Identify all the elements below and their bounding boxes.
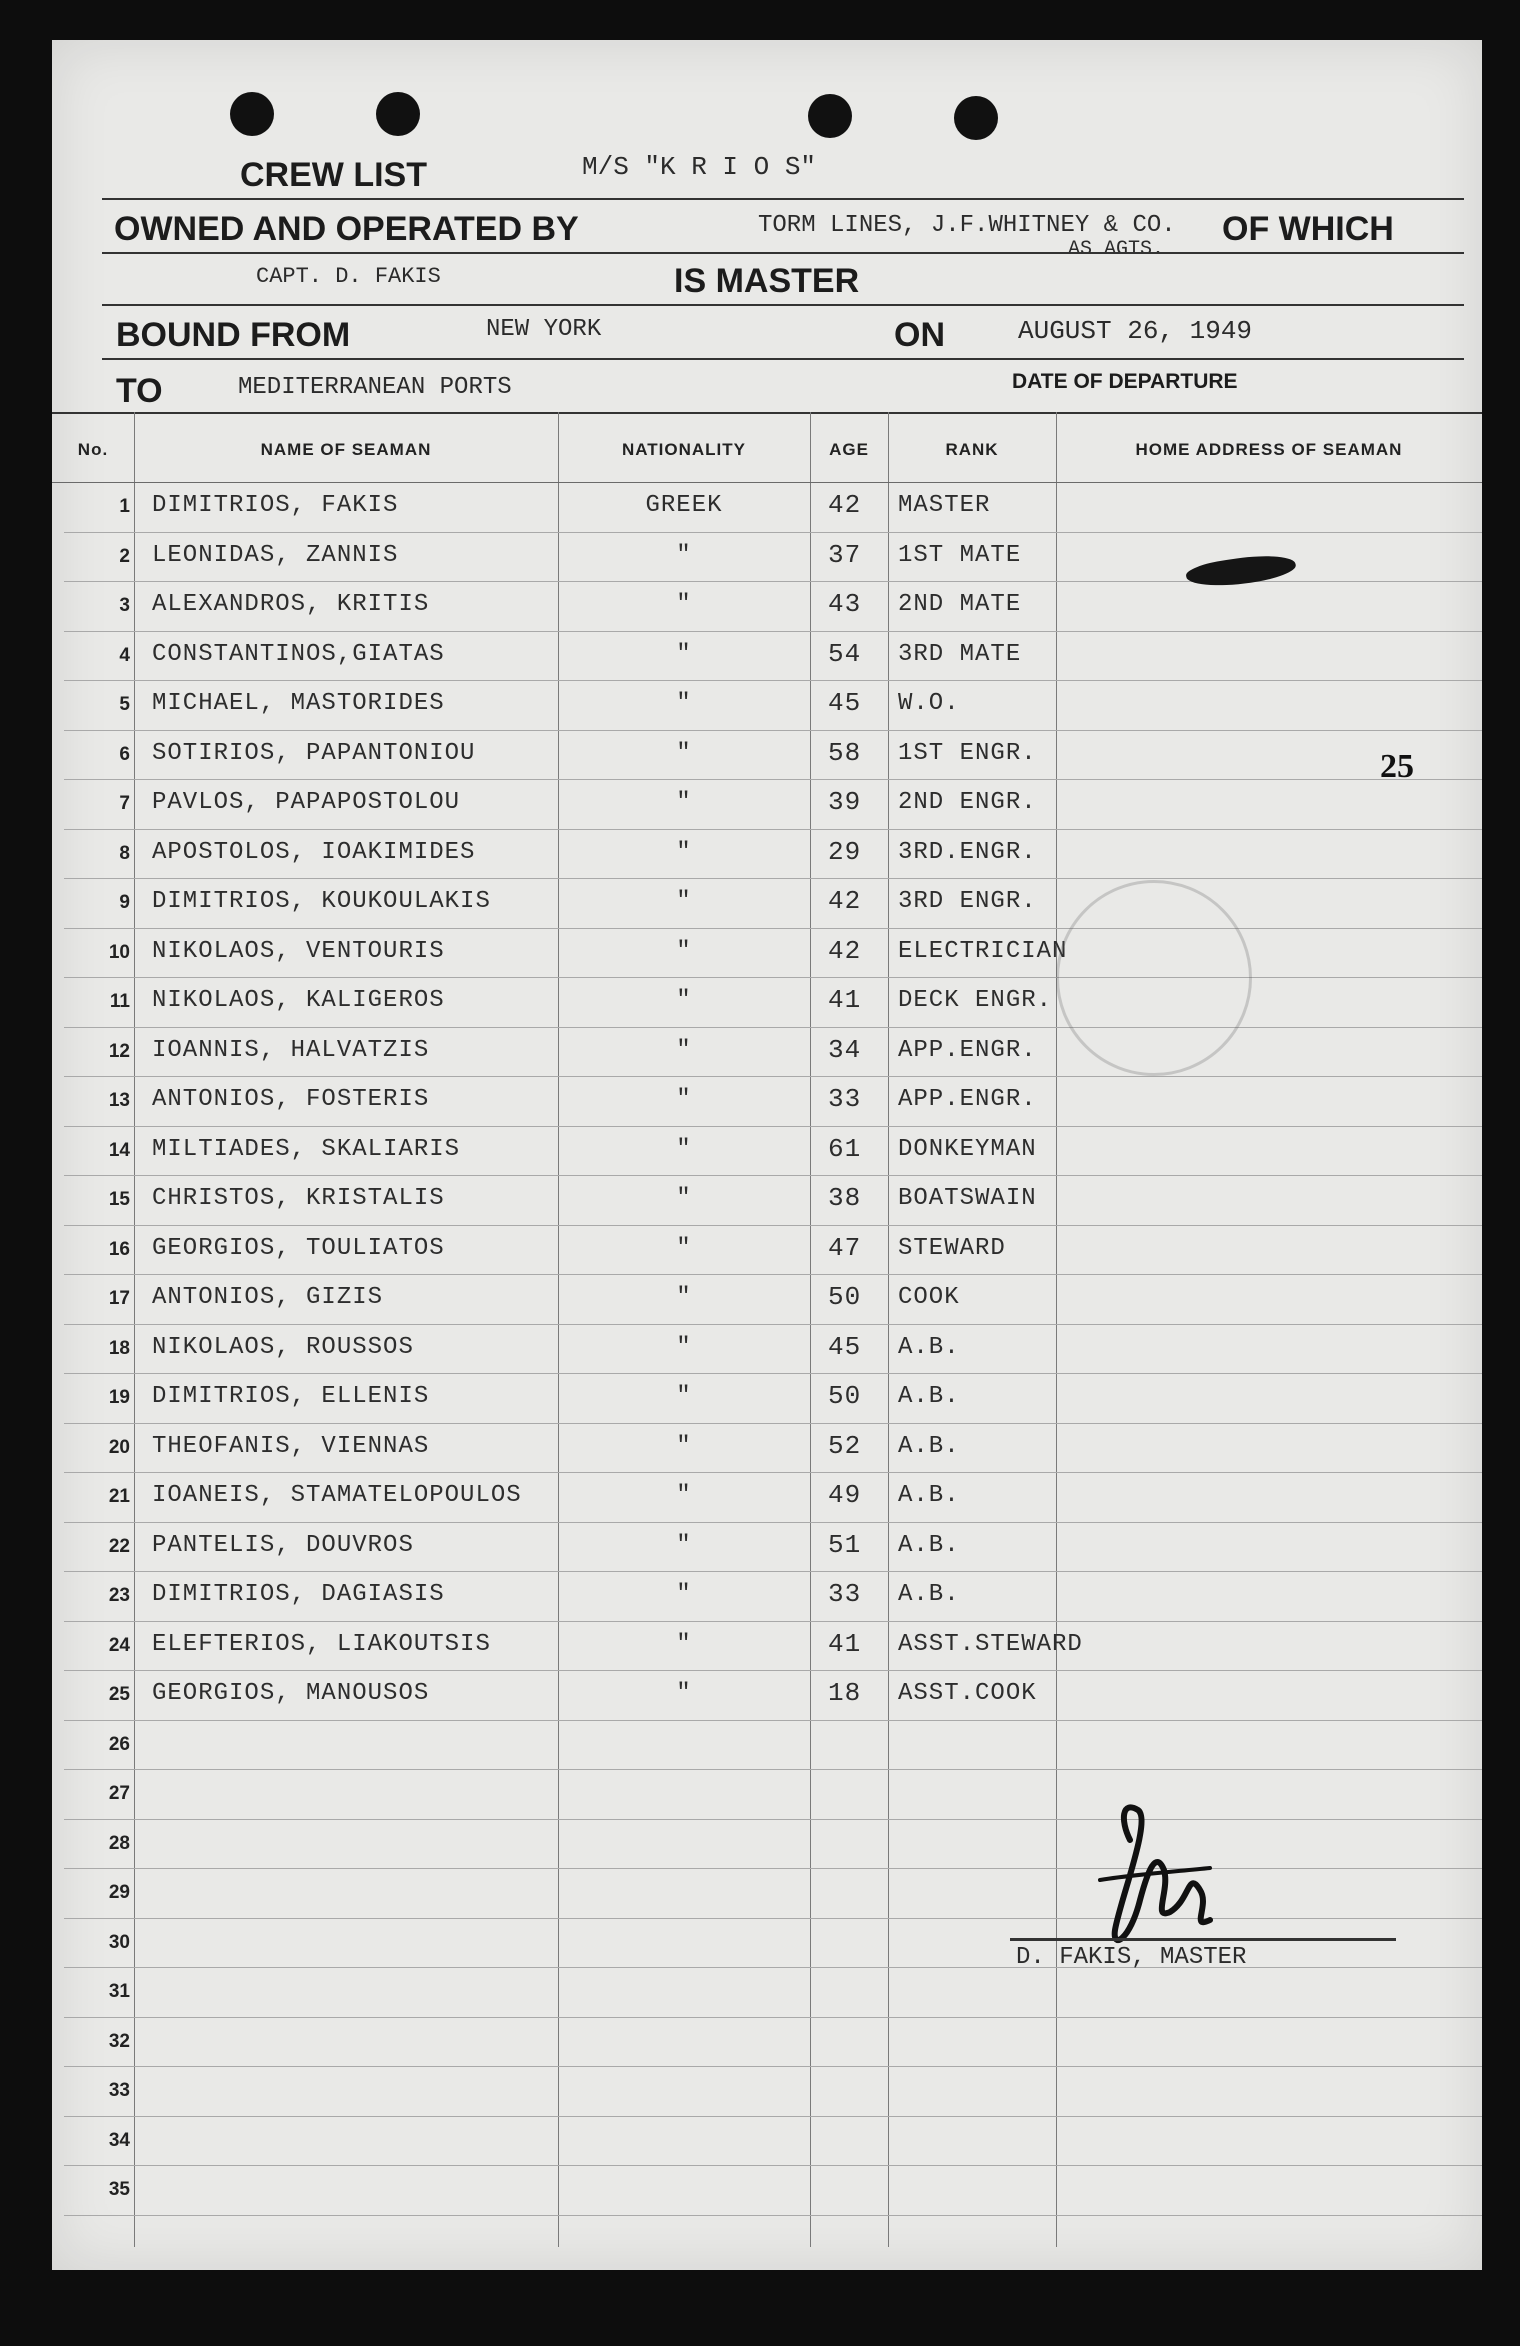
row-number: 18 <box>108 1337 130 1359</box>
row-number: 6 <box>119 743 130 765</box>
row-rule <box>64 2116 1482 2117</box>
seaman-rank: ASST.STEWARD <box>898 1630 1083 1658</box>
row-rule <box>64 1373 1482 1374</box>
row-rule <box>64 829 1482 830</box>
seaman-name: DIMITRIOS, DAGIASIS <box>152 1581 445 1608</box>
seaman-rank: APP.ENGR. <box>898 1086 1037 1113</box>
seaman-rank: A.B. <box>898 1432 960 1460</box>
row-number: 28 <box>108 1832 130 1854</box>
seaman-rank: 2ND MATE <box>898 591 1022 618</box>
row-rule <box>64 1621 1482 1622</box>
col-divider-4 <box>888 412 889 2247</box>
seaman-nationality: " <box>676 987 692 1014</box>
row-rule <box>64 1274 1482 1275</box>
seaman-rank: MASTER <box>898 492 991 519</box>
seaman-rank: A.B. <box>898 1581 960 1608</box>
header-underline <box>52 482 1482 483</box>
row-rule <box>64 928 1482 929</box>
rule-4 <box>102 358 1464 360</box>
seaman-age: 33 <box>828 1579 862 1609</box>
seaman-nationality: " <box>676 1432 692 1460</box>
form-title: CREW LIST <box>240 156 427 194</box>
seaman-nationality: " <box>676 739 692 767</box>
row-number: 3 <box>119 595 130 616</box>
seaman-name: DIMITRIOS, FAKIS <box>152 492 399 519</box>
seaman-name: IOANEIS, STAMATELOPOULOS <box>152 1482 522 1509</box>
seaman-name: MICHAEL, MASTORIDES <box>152 690 445 717</box>
seaman-rank: COOK <box>898 1284 960 1311</box>
seaman-name: SOTIRIOS, PAPANTONIOU <box>152 739 476 767</box>
seaman-rank: DECK ENGR. <box>898 987 1053 1014</box>
date-of-departure-label: DATE OF DEPARTURE <box>1012 370 1238 393</box>
seaman-name: NIKOLAOS, ROUSSOS <box>152 1333 414 1361</box>
row-rule <box>64 1868 1482 1869</box>
bound-from-value: NEW YORK <box>486 316 602 343</box>
seaman-age: 42 <box>828 886 862 916</box>
seaman-age: 42 <box>828 935 862 966</box>
row-rule <box>64 977 1482 978</box>
seaman-nationality: " <box>676 1531 692 1559</box>
seaman-nationality: " <box>676 591 692 618</box>
signature-line <box>1010 1938 1396 1941</box>
seaman-name: CHRISTOS, KRISTALIS <box>152 1185 445 1212</box>
seaman-nationality: " <box>676 1135 692 1163</box>
seaman-nationality: " <box>676 1630 692 1658</box>
row-number: 7 <box>119 793 130 814</box>
seaman-rank: STEWARD <box>898 1234 1006 1262</box>
is-master-label: IS MASTER <box>674 262 860 300</box>
seaman-name: NIKOLAOS, KALIGEROS <box>152 987 445 1014</box>
row-rule <box>64 2017 1482 2018</box>
row-number: 19 <box>108 1387 130 1408</box>
seaman-nationality: " <box>676 1581 692 1608</box>
col-header-rank: RANK <box>945 440 999 459</box>
row-rule <box>64 1769 1482 1770</box>
seaman-name: NIKOLAOS, VENTOURIS <box>152 937 445 965</box>
row-number: 5 <box>119 694 130 715</box>
seaman-nationality: " <box>676 1086 692 1113</box>
seaman-rank: 1ST MATE <box>898 541 1022 569</box>
seaman-age: 47 <box>828 1232 862 1263</box>
row-number: 15 <box>108 1189 130 1210</box>
crew-list-page <box>52 40 1482 2270</box>
col-divider-3 <box>810 412 811 2247</box>
row-rule <box>64 680 1482 681</box>
page-total: 25 <box>1380 748 1414 785</box>
punch-hole-3 <box>808 94 852 138</box>
row-rule <box>64 1423 1482 1424</box>
seaman-nationality: GREEK <box>645 492 723 519</box>
seaman-age: 50 <box>828 1282 862 1312</box>
seaman-rank: 3RD ENGR. <box>898 888 1037 915</box>
stamp-mark <box>1056 880 1252 1076</box>
seaman-rank: A.B. <box>898 1482 960 1509</box>
seaman-nationality: " <box>676 888 692 915</box>
col-header-name: NAME OF SEAMAN <box>260 440 432 459</box>
row-rule <box>64 532 1482 533</box>
row-rule <box>64 1225 1482 1226</box>
seaman-age: 58 <box>828 737 862 768</box>
row-number: 23 <box>108 1585 130 1606</box>
col-header-home-address: HOME ADDRESS OF SEAMAN <box>1135 440 1403 459</box>
row-number: 12 <box>108 1040 130 1062</box>
seaman-name: CONSTANTINOS,GIATAS <box>152 640 445 668</box>
of-which-label: OF WHICH <box>1222 210 1394 248</box>
seaman-age: 45 <box>828 688 862 718</box>
signature-caption: D. FAKIS, MASTER <box>1016 1944 1247 1971</box>
col-header-no: No. <box>77 440 109 459</box>
seaman-age: 43 <box>828 589 862 619</box>
seaman-name: ANTONIOS, GIZIS <box>152 1284 384 1311</box>
col-divider-2 <box>558 412 559 2247</box>
seaman-nationality: " <box>676 1383 692 1410</box>
seaman-nationality: " <box>676 1333 692 1361</box>
row-number: 26 <box>108 1733 130 1755</box>
seaman-name: DIMITRIOS, ELLENIS <box>152 1383 430 1410</box>
seaman-rank: 3RD MATE <box>898 640 1022 668</box>
owner-name: TORM LINES, J.F.WHITNEY & CO. <box>758 212 1176 239</box>
bound-from-label: BOUND FROM <box>116 316 351 354</box>
col-divider-5 <box>1056 412 1057 2247</box>
row-number: 32 <box>108 2030 130 2052</box>
rule-2 <box>102 252 1464 254</box>
seaman-age: 61 <box>828 1133 862 1164</box>
rule-5 <box>52 412 1482 414</box>
seaman-age: 38 <box>828 1183 862 1213</box>
seaman-name: ALEXANDROS, KRITIS <box>152 591 430 618</box>
departure-date: AUGUST 26, 1949 <box>1018 316 1253 346</box>
owner-agents: AS AGTS. <box>1068 238 1165 261</box>
row-number: 33 <box>108 2080 130 2101</box>
seaman-nationality: " <box>676 789 692 816</box>
row-number: 2 <box>119 545 130 567</box>
row-number: 21 <box>108 1486 130 1507</box>
seaman-nationality: " <box>676 690 692 717</box>
seaman-age: 34 <box>828 1034 862 1065</box>
seaman-rank: 3RD.ENGR. <box>898 838 1037 866</box>
row-rule <box>64 878 1482 879</box>
punch-hole-4 <box>954 96 998 140</box>
row-number: 24 <box>108 1634 130 1656</box>
row-number: 16 <box>108 1238 130 1260</box>
seaman-rank: A.B. <box>898 1383 960 1410</box>
seaman-nationality: " <box>676 1482 692 1509</box>
row-number: 25 <box>108 1684 130 1705</box>
rule-3 <box>102 304 1464 306</box>
row-rule <box>64 779 1482 780</box>
seaman-nationality: " <box>676 640 692 668</box>
seaman-name: APOSTOLOS, IOAKIMIDES <box>152 838 476 866</box>
seaman-nationality: " <box>676 541 692 569</box>
row-number: 27 <box>108 1783 130 1804</box>
punch-hole-2 <box>376 92 420 136</box>
row-rule <box>64 1076 1482 1077</box>
seaman-name: THEOFANIS, VIENNAS <box>152 1432 430 1460</box>
seaman-rank: APP.ENGR. <box>898 1036 1037 1064</box>
seaman-age: 41 <box>828 1628 862 1659</box>
seaman-age: 41 <box>828 985 862 1015</box>
seaman-nationality: " <box>676 1036 692 1064</box>
row-rule <box>64 1918 1482 1919</box>
rule-1 <box>102 198 1464 200</box>
seaman-rank: A.B. <box>898 1531 960 1559</box>
row-number: 10 <box>108 941 130 963</box>
seaman-age: 50 <box>828 1381 862 1411</box>
row-rule <box>64 1472 1482 1473</box>
seaman-age: 42 <box>828 490 862 520</box>
row-rule <box>64 1027 1482 1028</box>
row-number: 20 <box>108 1436 130 1458</box>
row-number: 31 <box>108 1981 130 2002</box>
punch-hole-1 <box>230 92 274 136</box>
col-header-nationality: NATIONALITY <box>621 440 746 459</box>
seaman-rank: W.O. <box>898 690 960 717</box>
row-number: 22 <box>108 1535 130 1557</box>
row-number: 9 <box>119 892 130 913</box>
row-rule <box>64 2066 1482 2067</box>
on-label: ON <box>894 316 945 354</box>
row-rule <box>64 1522 1482 1523</box>
col-header-age: AGE <box>829 440 869 459</box>
seaman-name: GEORGIOS, MANOUSOS <box>152 1680 430 1707</box>
row-rule <box>64 2215 1482 2216</box>
row-rule <box>64 631 1482 632</box>
row-rule <box>64 1720 1482 1721</box>
seaman-nationality: " <box>676 937 692 965</box>
seaman-age: 49 <box>828 1480 862 1510</box>
row-rule <box>64 581 1482 582</box>
seaman-name: GEORGIOS, TOULIATOS <box>152 1234 445 1262</box>
row-rule <box>64 1670 1482 1671</box>
seaman-name: ELEFTERIOS, LIAKOUTSIS <box>152 1630 491 1658</box>
row-number: 29 <box>108 1882 130 1903</box>
row-rule <box>64 1571 1482 1572</box>
seaman-rank: 2ND ENGR. <box>898 789 1037 816</box>
seaman-name: MILTIADES, SKALIARIS <box>152 1135 461 1163</box>
row-number: 4 <box>119 644 130 666</box>
destination: MEDITERRANEAN PORTS <box>238 374 512 401</box>
seaman-age: 52 <box>828 1430 862 1461</box>
row-number: 1 <box>119 496 130 517</box>
seaman-name: PAVLOS, PAPAPOSTOLOU <box>152 789 461 816</box>
owned-label: OWNED AND OPERATED BY <box>114 210 579 248</box>
vessel-name: M/S "K R I O S" <box>582 152 817 182</box>
seaman-name: DIMITRIOS, KOUKOULAKIS <box>152 888 491 915</box>
seaman-nationality: " <box>676 1284 692 1311</box>
row-number: 35 <box>108 2179 130 2200</box>
row-number: 11 <box>109 991 130 1012</box>
col-divider-1 <box>134 412 135 2247</box>
seaman-age: 37 <box>828 539 862 570</box>
seaman-name: ANTONIOS, FOSTERIS <box>152 1086 430 1113</box>
row-rule <box>64 1819 1482 1820</box>
seaman-rank: DONKEYMAN <box>898 1135 1037 1163</box>
row-rule <box>64 1324 1482 1325</box>
row-rule <box>64 2165 1482 2166</box>
redacted-address-mark <box>1185 550 1298 591</box>
seaman-nationality: " <box>676 838 692 866</box>
seaman-name: LEONIDAS, ZANNIS <box>152 541 399 569</box>
captain-name: CAPT. D. FAKIS <box>256 264 441 289</box>
seaman-age: 33 <box>828 1084 862 1114</box>
seaman-age: 29 <box>828 836 862 867</box>
seaman-age: 39 <box>828 787 862 817</box>
seaman-rank: ASST.COOK <box>898 1680 1037 1707</box>
seaman-age: 45 <box>828 1331 862 1362</box>
row-rule <box>64 730 1482 731</box>
row-number: 8 <box>119 842 130 864</box>
seaman-rank: ELECTRICIAN <box>898 937 1068 965</box>
seaman-age: 51 <box>828 1529 862 1560</box>
row-number: 30 <box>108 1931 130 1953</box>
seaman-rank: 1ST ENGR. <box>898 739 1037 767</box>
row-rule <box>64 1967 1482 1968</box>
seaman-name: PANTELIS, DOUVROS <box>152 1531 414 1559</box>
seaman-age: 54 <box>828 638 862 669</box>
row-number: 34 <box>108 2129 130 2151</box>
row-number: 14 <box>108 1139 130 1161</box>
seaman-nationality: " <box>676 1185 692 1212</box>
seaman-name: IOANNIS, HALVATZIS <box>152 1036 430 1064</box>
row-number: 13 <box>108 1090 130 1111</box>
seaman-rank: A.B. <box>898 1333 960 1361</box>
row-rule <box>64 1175 1482 1176</box>
seaman-rank: BOATSWAIN <box>898 1185 1037 1212</box>
seaman-nationality: " <box>676 1234 692 1262</box>
row-rule <box>64 1126 1482 1127</box>
row-number: 17 <box>108 1288 130 1309</box>
to-label: TO <box>116 372 163 410</box>
seaman-age: 18 <box>828 1678 862 1708</box>
seaman-nationality: " <box>676 1680 692 1707</box>
